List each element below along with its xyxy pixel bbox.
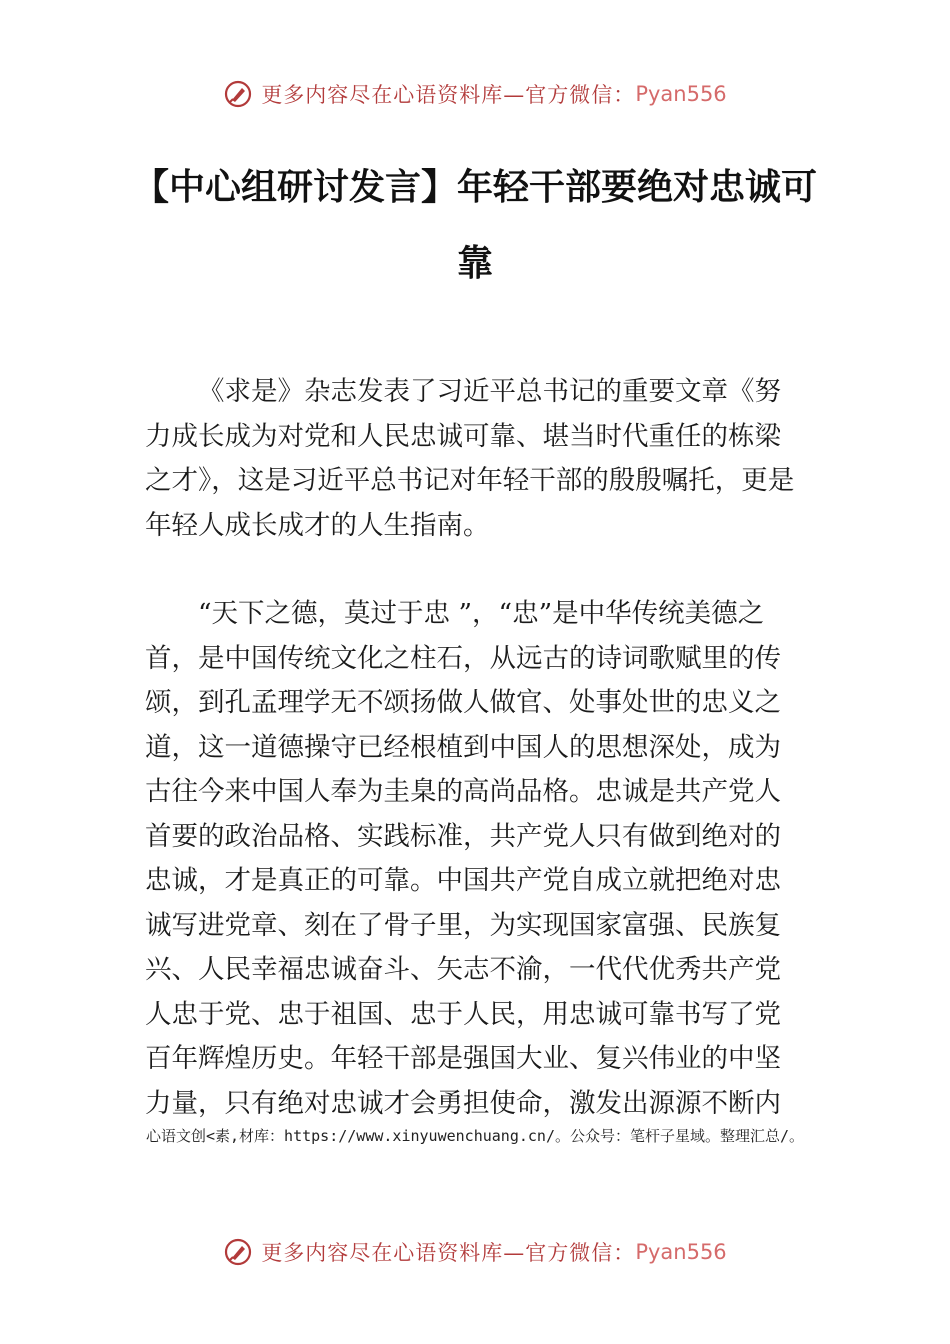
paragraph-line: 百年辉煌历史。年轻干部是强国大业、复兴伟业的中坚 (145, 1043, 781, 1074)
footer-banner-text: 更多内容尽在心语资料库—官方微信： (261, 1241, 636, 1265)
footer-wechat-id: Pyan556 (635, 1240, 727, 1264)
paragraph-line: 颂，到孔孟理学无不颂扬做人做官、处事处世的忠义之 (145, 687, 781, 718)
paragraph-line: 兴、人民幸福忠诚奋斗、矢志不渝，一代代优秀共产党 (145, 954, 781, 985)
header-banner-text: 更多内容尽在心语资料库—官方微信： (261, 83, 636, 107)
paragraph-line: 《求是》杂志发表了习近平总书记的重要文章《努 (198, 376, 781, 407)
pen-nib-logo-icon (223, 79, 253, 109)
title-line-1: 【中心组研讨发言】年轻干部要绝对忠诚可 (132, 167, 817, 208)
document-title (0, 150, 950, 302)
paragraph-line: 年轻人成长成才的人生指南。 (145, 509, 490, 541)
paragraph-line: 力成长成为对党和人民忠诚可靠、堪当时代重任的栋梁 (145, 420, 781, 452)
header-wechat-id: Pyan556 (635, 82, 727, 106)
paragraph-line: 首，是中国传统文化之柱石，从远古的诗词歌赋里的传 (145, 642, 781, 674)
pen-nib-logo-icon (223, 1237, 253, 1267)
title-line-2: 靠 (456, 243, 493, 284)
footer-banner (0, 1230, 950, 1274)
paragraph-line: 首要的政治品格、实践标准，共产党人只有做到绝对的 (145, 820, 781, 852)
paragraph-line: 忠诚，才是真正的可靠。中国共产党自成立就把绝对忠 (145, 865, 781, 896)
paragraph-1 (145, 370, 805, 548)
paragraph-line: 古往今来中国人奉为圭臬的高尚品格。忠诚是共产党人 (145, 776, 781, 807)
paragraph-line: 诚写进党章、刻在了骨子里，为实现国家富强、民族复 (145, 909, 781, 941)
paragraph-2 (145, 592, 805, 1126)
header-banner (0, 72, 950, 116)
paragraph-line: “天下之德，莫过于忠 ”，“忠”是中华传统美德之 (198, 598, 765, 629)
paragraph-line: 人忠于党、忠于祖国、忠于人民，用忠诚可靠书写了党 (145, 998, 781, 1030)
paragraph-line: 力量，只有绝对忠诚才会勇担使命，激发出源源不断内 (145, 1087, 781, 1119)
source-footnote: 心语文创<素,材库：https://www.xinyuwenchuang.cn/。公众号：笔杆子星域。整理汇总/。 (145, 1127, 805, 1145)
paragraph-line: 道，这一道德操守已经根植到中国人的思想深处，成为 (145, 731, 781, 763)
paragraph-line: 之才》，这是习近平总书记对年轻干部的殷殷嘱托，更是 (145, 465, 795, 496)
